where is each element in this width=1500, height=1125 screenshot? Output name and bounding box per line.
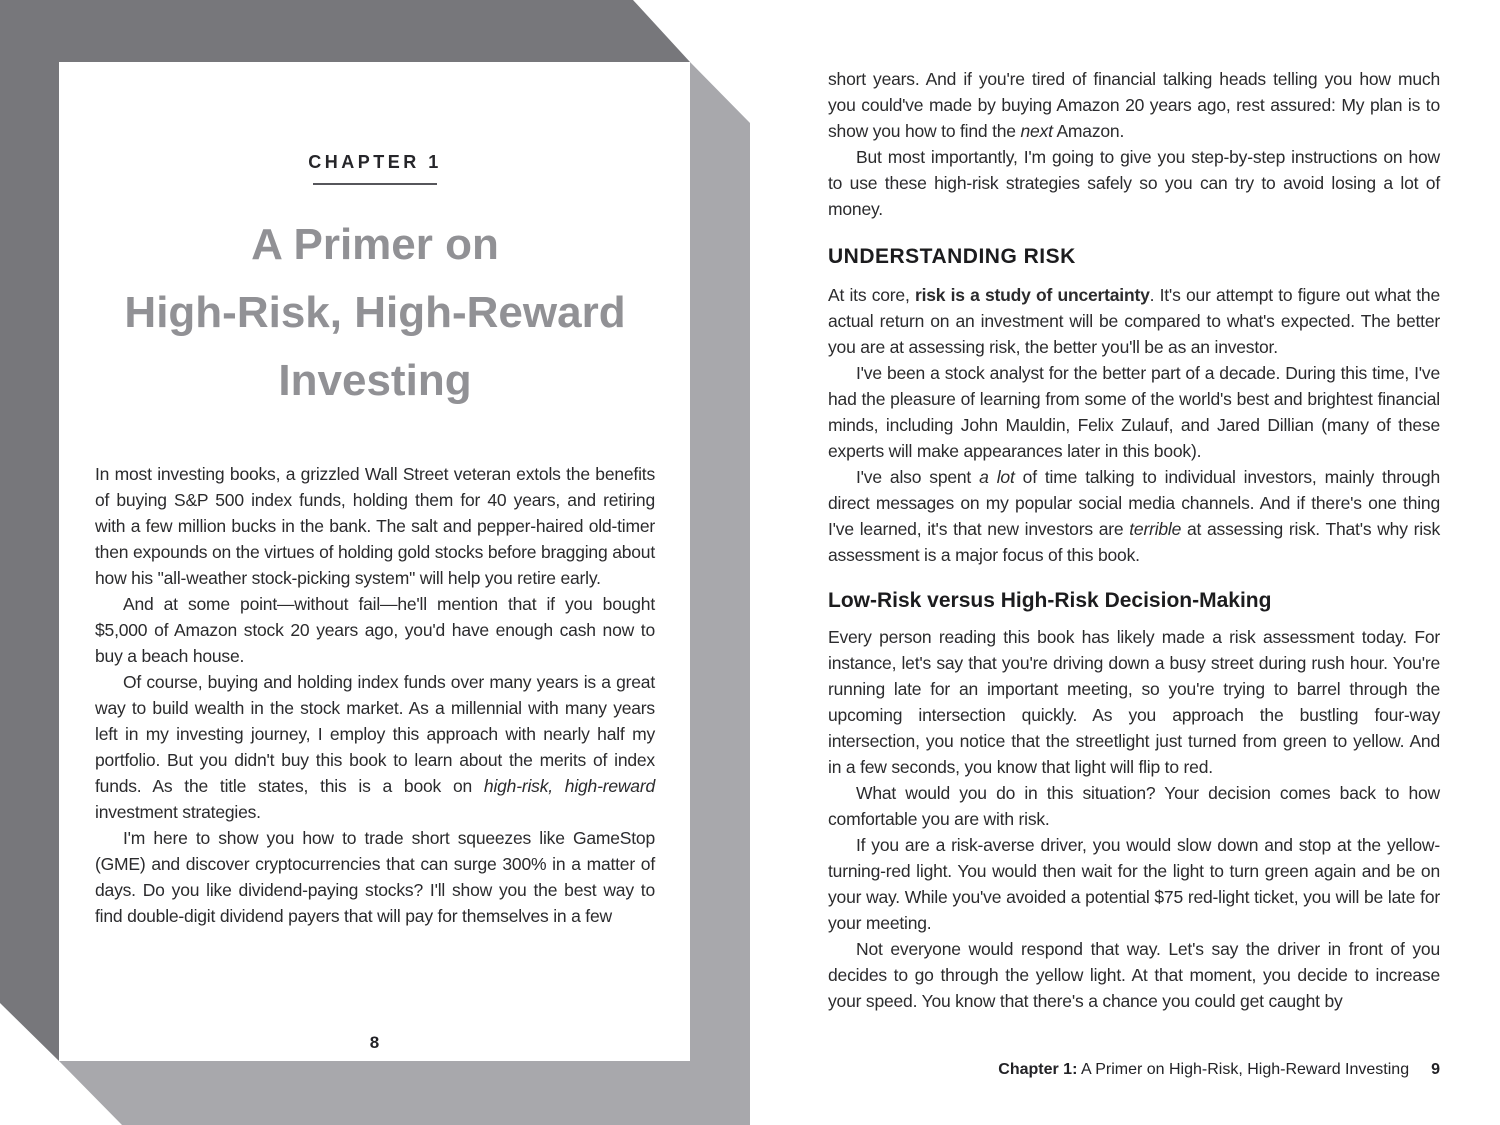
paragraph <box>95 591 655 669</box>
chapter-title-line-3: Investing <box>278 356 472 405</box>
paragraph <box>95 669 655 825</box>
text-run: Not everyone would respond that way. Let's say the driver in front of you decides to go through the yellow light. At that moment, you decide to increase your speed. You know that there's a chance you could get caught by <box>828 939 1440 1011</box>
chapter-label: CHAPTER 1 <box>308 152 442 172</box>
text-run: short years. And if you're tired of financial talking heads telling you how much you could've made by buying Amazon 20 years ago, rest assured: My plan is to show you how to find the <box>828 69 1440 141</box>
chapter-title <box>95 211 655 415</box>
page-number-left: 8 <box>369 1033 380 1052</box>
paragraph <box>828 144 1440 222</box>
footer-chapter-label: Chapter 1: <box>998 1061 1078 1078</box>
text-run: Of course, buying and holding index funds over many years is a great way to build wealth in the stock market. As a millennial with many years left in my investing journey, I employ this approach with nearly half my portfolio. But you didn't buy this book to learn about the merits of index funds. As the title states, this is a book on <box>95 672 655 796</box>
paragraph <box>95 461 655 591</box>
left-page-body <box>95 461 655 929</box>
bold-text: risk is a study of uncertainty <box>914 285 1150 305</box>
paragraph <box>828 282 1440 360</box>
right-page-footer <box>828 1061 1440 1079</box>
subsection-heading: Low-Risk versus High-Risk Decision-Making <box>828 589 1272 612</box>
left-page <box>59 62 690 1061</box>
text-run: I've also spent <box>856 467 980 487</box>
text-run: at assessing risk. That's why risk assessment is a major focus of this book. <box>828 519 1441 565</box>
text-run: In most investing books, a grizzled Wall Street veteran extols the benefits of buying S&P 500 index funds, holding them for 40 years, and retiring with a few million bucks in the bank. The salt and pepper-haired old-timer then expounds on the virtues of holding gold stocks before bragging about how his "all-weather stock-picking system" will help you retire early. <box>95 464 655 588</box>
text-run: Every person reading this book has likely made a risk assessment today. For instance, let's say that you're driving down a busy street during rush hour. You're running late for an important meeting, so you're trying to barrel through the upcoming intersection quickly. As you approach the bustling four-way intersection, you notice that the streetlight just turned from green to yellow. And in a few seconds, you know that light will flip to red. <box>828 627 1440 777</box>
chapter-title-line-1: A Primer on <box>251 220 499 269</box>
text-run: At its core, <box>828 285 915 305</box>
section-heading: UNDERSTANDING RISK <box>828 245 1076 268</box>
paragraph <box>828 780 1440 832</box>
paragraph <box>95 825 655 929</box>
paragraph <box>828 66 1440 144</box>
italic-text: high-risk, high-reward <box>483 776 656 796</box>
text-run: What would you do in this situation? Your decision comes back to how comfortable you are with risk. <box>828 783 1440 829</box>
chapter-rule-divider <box>313 183 437 185</box>
text-run: And at some point—without fail—he'll mention that if you bought $5,000 of Amazon stock 20 years ago, you'd have enough cash now to buy a beach house. <box>95 594 655 666</box>
text-run: . It's our attempt to figure out what the actual return on an investment will be compared to what's expected. The better you are at assessing risk, the better you'll be as an investor. <box>828 285 1440 357</box>
text-run: Amazon. <box>1052 121 1125 141</box>
paragraph <box>828 464 1440 568</box>
italic-text: next <box>1020 121 1053 141</box>
paragraph <box>828 832 1440 936</box>
paragraph <box>828 360 1440 464</box>
chapter-title-line-2: High-Risk, High-Reward <box>124 288 626 337</box>
text-run: investment strategies. <box>95 802 261 822</box>
paragraph <box>828 936 1440 1014</box>
paragraph <box>828 624 1440 780</box>
italic-text: a lot <box>979 467 1015 487</box>
footer-chapter-title: A Primer on High-Risk, High-Reward Investing <box>1077 1061 1410 1078</box>
page-number-right: 9 <box>1431 1061 1440 1078</box>
text-run: I've been a stock analyst for the better part of a decade. During this time, I've had the pleasure of learning from some of the world's best and brightest financial minds, including John Mauldin, Felix Zulauf, and Jared Dillian (many of these experts will make appearances later in this book). <box>828 363 1440 461</box>
text-run: But most importantly, I'm going to give you step-by-step instructions on how to use these high-risk strategies safely so you can try to avoid losing a lot of money. <box>828 147 1440 219</box>
right-page <box>828 66 1440 1014</box>
italic-text: terrible <box>1129 519 1182 539</box>
text-run: of time talking to individual investors, mainly through direct messages on my popular social media channels. And if there's one thing I've learned, it's that new investors are <box>828 467 1440 539</box>
text-run: I'm here to show you how to trade short squeezes like GameStop (GME) and discover cryptocurrencies that can surge 300% in a matter of days. Do you like dividend-paying stocks? I'll show you the best way to find double-digit dividend payers that will pay for themselves in a few <box>95 828 655 926</box>
text-run: If you are a risk-averse driver, you would slow down and stop at the yellow-turning-red light. You would then wait for the light to turn green again and be on your way. While you've avoided a potential $75 red-light ticket, you will be late for your meeting. <box>828 835 1440 933</box>
